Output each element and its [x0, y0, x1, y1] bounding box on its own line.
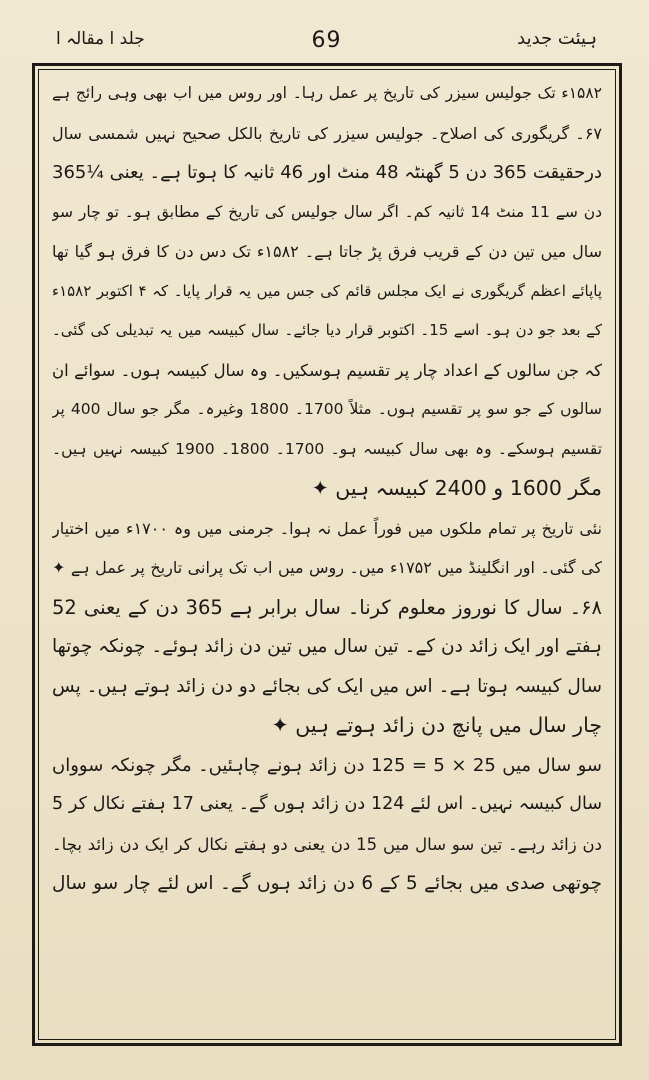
running-head [56, 28, 597, 60]
text-line: چوتھی صدی میں بجائے 5 کے 6 دن زائد ہوں گے۔ اس لئے چار سو سال [52, 873, 602, 894]
text-line: کہ جن سالوں کے اعداد چار پر تقسیم ہوسکیں۔ وہ سال کبیسہ ہوں۔ سوائے ان [52, 360, 602, 380]
body-text [52, 74, 602, 904]
text-line: درحقیقت 365 دن 5 گھنٹہ 48 منٹ اور 46 ثانیہ کا ہوتا ہے۔ یعنی ¼365 [52, 162, 602, 183]
text-line: مگر 1600 و 2400 کبیسہ ہیں ✦ [311, 476, 602, 500]
text-line: نئی تاریخ پر تمام ملکوں میں فوراً عمل نہ ہوا۔ جرمنی میں وہ ۱۷۰۰ء میں اختیار [52, 518, 602, 538]
text-line: ۶۸۔ سال کا نوروز معلوم کرنا۔ سال برابر ہے 365 دن کے یعنی 52 [52, 595, 602, 619]
text-line: سالوں کے جو سو پر تقسیم ہوں۔ مثلاً 1700۔ 1800 وغیرہ۔ مگر جو سال 400 پر [52, 400, 602, 418]
text-line: ہفتے اور ایک زائد دن کے۔ تین سال میں تین دن زائد ہوئے۔ چونکہ چوتھا [52, 636, 602, 657]
book-title: ہیئت جدید [517, 28, 597, 49]
text-line: ۱۵۸۲ء تک جولیس سیزر کی تاریخ پر عمل رہا۔ اور روس میں اب بھی وہی رائج ہے [52, 84, 602, 102]
text-line: کی گئی۔ اور انگلینڈ میں ۱۷۵۲ء میں۔ روس میں اب تک پرانی تاریخ پر عمل ہے ✦ [52, 558, 602, 577]
text-line: سال کبیسہ ہوتا ہے۔ اس میں ایک کی بجائے دو دن زائد ہوتے ہیں۔ پس [52, 675, 602, 697]
text-line: کے بعد جو دن ہو۔ اسے 15۔ اکتوبر قرار دیا جائے۔ سال کبیسہ میں یہ تبدیلی کی گئی۔ [52, 321, 602, 339]
text-line: سو سال میں 25 × 5 = 125 دن زائد ہونے چاہئیں۔ مگر چونکہ سوواں [52, 754, 602, 776]
text-line: دن سے 11 منٹ 14 ثانیہ کم۔ اگر سال جولیس کی تاریخ کے مطابق ہو۔ تو چار سو [52, 202, 602, 221]
page-number: 69 [311, 28, 342, 53]
text-line: چار سال میں پانچ دن زائد ہوتے ہیں ✦ [271, 713, 602, 737]
text-line: ۶۷۔ گریگوری کی اصلاح۔ جولیس سیزر کی تاریخ بالکل صحیح نہیں شمسی سال [52, 123, 602, 143]
text-line: سال میں تین دن کے قریب فرق پڑ جاتا ہے۔ ۱۵۸۲ء تک دس دن کا فرق ہو گیا تھا [52, 242, 602, 261]
text-line: تقسیم ہوسکے۔ وہ بھی سال کبیسہ ہو۔ 1700۔ 1800۔ 1900 کبیسہ نہیں ہیں۔ [52, 439, 602, 458]
text-line: پاپائے اعظم گریگوری نے ایک مجلس قائم کی جس میں یہ قرار پایا۔ کہ ۴ اکتوبر ۱۵۸۲ء [52, 281, 602, 300]
volume-label: جلد ا مقالہ ا [56, 29, 145, 49]
text-line: سال کبیسہ نہیں۔ اس لئے 124 دن زائد ہوں گے۔ یعنی 17 ہفتے نکال کر 5 [52, 794, 602, 814]
text-line: دن زائد رہے۔ تین سو سال میں 15 دن یعنی دو ہفتے نکال کر ایک دن زائد بچا۔ [52, 834, 602, 854]
